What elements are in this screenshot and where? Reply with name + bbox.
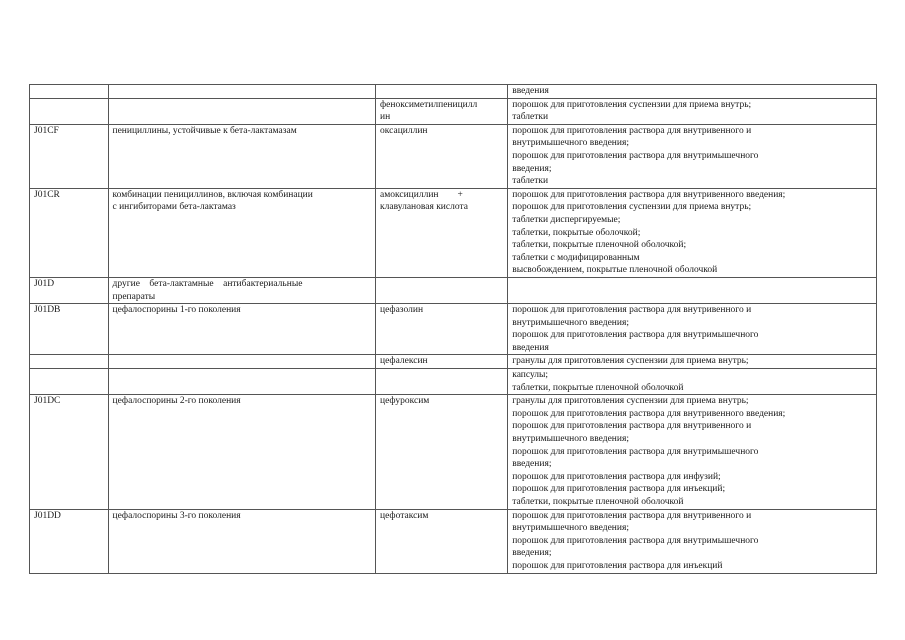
dosage-form-line: таблетки, покрытые оболочкой; bbox=[512, 227, 641, 238]
dosage-forms-cell bbox=[508, 188, 877, 277]
dosage-form-line: порошок для приготовления раствора для внутривенного и bbox=[512, 421, 752, 432]
dosage-form-line: таблетки, покрытые пленочной оболочкой bbox=[512, 382, 684, 393]
atc-code-cell bbox=[30, 355, 109, 369]
drug-name-cell bbox=[376, 98, 508, 124]
atc-code-cell bbox=[30, 85, 109, 99]
dosage-form-line: внутримышечного введения; bbox=[512, 434, 629, 445]
atc-code: J01DC bbox=[34, 396, 61, 407]
group-name-cell bbox=[108, 124, 376, 188]
atc-code-cell bbox=[30, 395, 109, 509]
drug-name-line: оксациллин bbox=[380, 125, 428, 136]
drug-name-line: цефазолин bbox=[380, 305, 424, 316]
dosage-form-line: введения; bbox=[512, 163, 552, 174]
dosage-form-line: порошок для приготовления раствора для внутривенного и bbox=[512, 305, 752, 316]
dosage-form-line: введения bbox=[512, 342, 549, 353]
dosage-form-line: введения bbox=[512, 86, 549, 96]
group-name-cell bbox=[108, 304, 376, 355]
dosage-forms-cell bbox=[508, 304, 877, 355]
table-row bbox=[30, 124, 877, 188]
dosage-form-line: порошок для приготовления раствора для инфузий; bbox=[512, 471, 721, 482]
dosage-form-line: капсулы; bbox=[512, 370, 549, 381]
dosage-form-line: таблетки bbox=[512, 112, 549, 123]
dosage-form-line: порошок для приготовления раствора для внутривенного и bbox=[512, 125, 752, 136]
dosage-form-line: порошок для приготовления раствора для внутримышечного bbox=[512, 535, 759, 546]
drug-name-line: феноксиметилпеницилл bbox=[380, 99, 478, 110]
group-name-line: препараты bbox=[112, 291, 156, 302]
dosage-forms-cell bbox=[508, 369, 877, 395]
dosage-forms-cell bbox=[508, 85, 877, 99]
group-name-line: комбинации пенициллинов, включая комбинации bbox=[112, 189, 313, 200]
dosage-form-line: гранулы для приготовления суспензии для приема внутрь; bbox=[512, 396, 749, 407]
atc-code: J01D bbox=[34, 278, 55, 289]
group-name-cell bbox=[108, 395, 376, 509]
drug-name-cell bbox=[376, 355, 508, 369]
dosage-forms-cell bbox=[508, 509, 877, 573]
drug-name-cell bbox=[376, 124, 508, 188]
dosage-form-line: высвобождением, покрытые пленочной оболочкой bbox=[512, 265, 718, 276]
dosage-form-line: порошок для приготовления раствора для внутривенного и bbox=[512, 510, 752, 521]
dosage-form-line: порошок для приготовления суспензии для приема внутрь; bbox=[512, 99, 752, 110]
atc-code-cell bbox=[30, 369, 109, 395]
drug-name-cell bbox=[376, 277, 508, 303]
dosage-form-line: гранулы для приготовления суспензии для приема внутрь; bbox=[512, 356, 749, 367]
drug-name-cell bbox=[376, 85, 508, 99]
dosage-form-line: порошок для приготовления раствора для внутривенного введения; bbox=[512, 189, 786, 200]
drug-name-line: цефотаксим bbox=[380, 510, 429, 521]
table-body bbox=[30, 85, 877, 574]
dosage-form-line: таблетки bbox=[512, 176, 549, 187]
atc-code-cell bbox=[30, 304, 109, 355]
group-name-cell bbox=[108, 369, 376, 395]
dosage-forms-cell bbox=[508, 395, 877, 509]
table-row bbox=[30, 355, 877, 369]
dosage-forms-cell bbox=[508, 355, 877, 369]
dosage-form-line: введения; bbox=[512, 459, 552, 470]
drug-name-line: цефуроксим bbox=[380, 396, 430, 407]
dosage-form-line: внутримышечного введения; bbox=[512, 317, 629, 328]
drug-name-cell bbox=[376, 369, 508, 395]
drug-classification-table bbox=[29, 84, 877, 574]
dosage-form-line: таблетки, покрытые пленочной оболочкой; bbox=[512, 240, 687, 251]
dosage-form-line: внутримышечного введения; bbox=[512, 138, 629, 149]
dosage-form-line: порошок для приготовления раствора для инъекций bbox=[512, 560, 723, 571]
atc-code: J01CR bbox=[34, 189, 60, 200]
dosage-form-line: порошок для приготовления раствора для внутримышечного bbox=[512, 446, 759, 457]
table-row bbox=[30, 98, 877, 124]
atc-code-cell bbox=[30, 188, 109, 277]
group-name-line: другие бета-лактамные антибактериальные bbox=[112, 278, 303, 289]
atc-code: J01CF bbox=[34, 125, 59, 136]
dosage-form-line: внутримышечного введения; bbox=[512, 523, 629, 534]
group-name-cell bbox=[108, 85, 376, 99]
table-row bbox=[30, 188, 877, 277]
dosage-form-line: таблетки, покрытые пленочной оболочкой bbox=[512, 497, 684, 507]
group-name-cell bbox=[108, 277, 376, 303]
group-name-cell bbox=[108, 98, 376, 124]
table-row bbox=[30, 304, 877, 355]
group-name-line: цефалоспорины 1-го поколения bbox=[112, 305, 241, 316]
dosage-form-line: порошок для приготовления раствора для инъекций; bbox=[512, 484, 726, 495]
drug-name-cell bbox=[376, 395, 508, 509]
atc-code-cell bbox=[30, 509, 109, 573]
group-name-cell bbox=[108, 355, 376, 369]
table-row bbox=[30, 85, 877, 99]
dosage-forms-cell bbox=[508, 98, 877, 124]
dosage-form-line: порошок для приготовления раствора для внутримышечного bbox=[512, 150, 759, 161]
drug-name-cell bbox=[376, 304, 508, 355]
dosage-forms-cell bbox=[508, 277, 877, 303]
drug-name-cell bbox=[376, 188, 508, 277]
atc-code-cell bbox=[30, 124, 109, 188]
dosage-form-line: порошок для приготовления раствора для внутривенного введения; bbox=[512, 408, 786, 419]
dosage-form-line: таблетки диспергируемые; bbox=[512, 214, 621, 225]
atc-code: J01DD bbox=[34, 510, 61, 521]
group-name-cell bbox=[108, 509, 376, 573]
drug-name-line: ин bbox=[380, 112, 391, 123]
dosage-form-line: таблетки с модифицированным bbox=[512, 252, 640, 263]
table-row bbox=[30, 369, 877, 395]
drug-name-line: клавулановая кислота bbox=[380, 202, 468, 213]
atc-code-cell bbox=[30, 277, 109, 303]
group-name-line: цефалоспорины 2-го поколения bbox=[112, 396, 241, 407]
table-row bbox=[30, 509, 877, 573]
dosage-forms-cell bbox=[508, 124, 877, 188]
group-name-line: пенициллины, устойчивые к бета-лактамазам bbox=[112, 125, 297, 136]
group-name-cell bbox=[108, 188, 376, 277]
atc-code: J01DB bbox=[34, 305, 61, 316]
table-row bbox=[30, 277, 877, 303]
dosage-form-line: порошок для приготовления суспензии для приема внутрь; bbox=[512, 202, 752, 213]
drug-name-line: цефалексин bbox=[380, 356, 428, 367]
dosage-form-line: порошок для приготовления раствора для внутримышечного bbox=[512, 330, 759, 341]
group-name-line: цефалоспорины 3-го поколения bbox=[112, 510, 241, 521]
atc-code-cell bbox=[30, 98, 109, 124]
group-name-line: с ингибиторами бета-лактамаз bbox=[112, 202, 236, 213]
drug-name-line: амоксициллин + bbox=[380, 189, 463, 200]
drug-name-cell bbox=[376, 509, 508, 573]
dosage-form-line: введения; bbox=[512, 548, 552, 559]
table-row bbox=[30, 395, 877, 509]
